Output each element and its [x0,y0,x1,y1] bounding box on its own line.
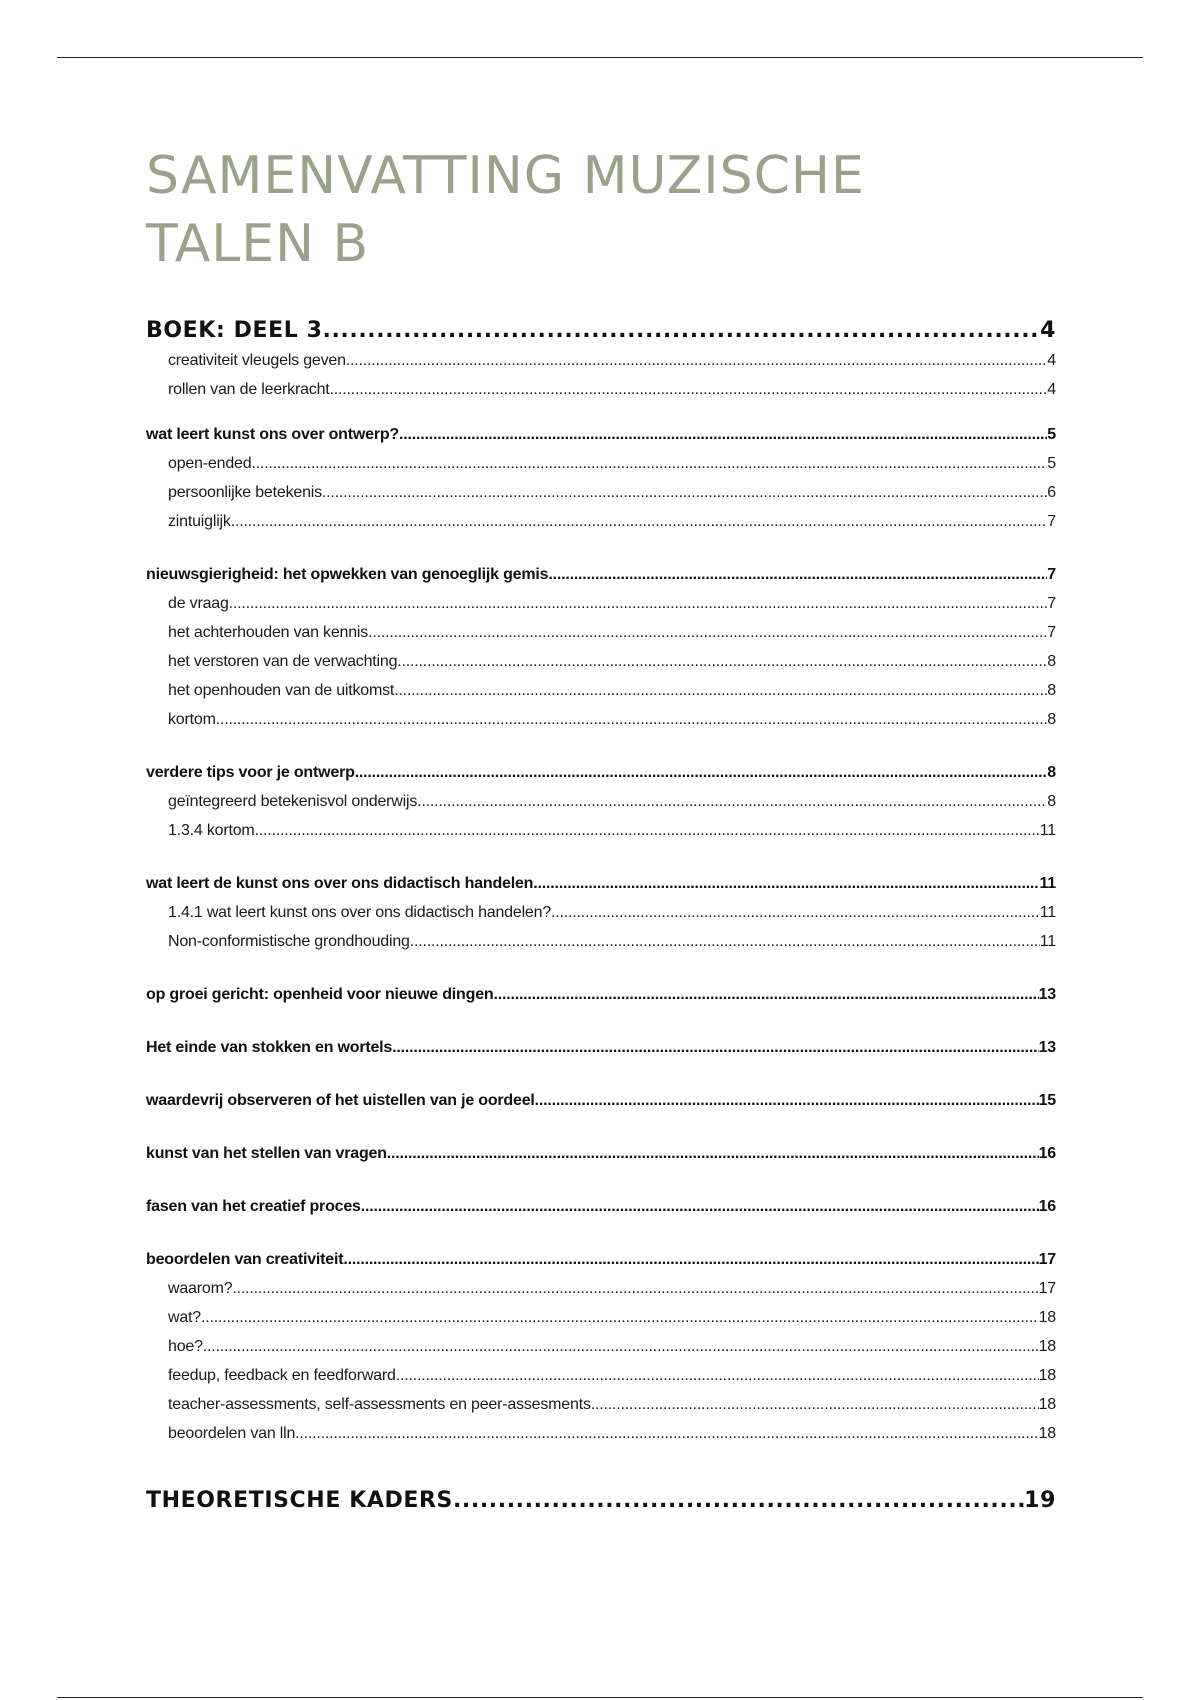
toc-entry[interactable] [146,822,1056,851]
toc-entry[interactable] [146,513,1056,542]
toc-entry-label: wat leert kunst ons over ontwerp? [146,426,400,443]
toc-leader-dots [533,875,1039,893]
toc-leader-dots [343,1251,1038,1269]
toc-entry[interactable] [146,875,1056,904]
toc-entry-label: 1.3.4 kortom [168,822,255,839]
toc-entry[interactable] [146,318,1056,352]
toc-entry[interactable] [146,1280,1056,1309]
toc-entry[interactable] [146,764,1056,793]
footer-rule [57,1697,1143,1698]
toc-entry[interactable] [146,793,1056,822]
toc-page-number: 8 [1047,764,1056,781]
toc-entry[interactable] [146,1396,1056,1425]
toc-entry[interactable] [146,1039,1056,1068]
toc-entry[interactable] [146,426,1056,455]
toc-leader-dots [417,793,1047,811]
toc-entry[interactable] [146,711,1056,740]
toc-page-number: 4 [1047,352,1056,369]
toc-entry-label: wat? [168,1309,201,1326]
toc-page-number: 18 [1038,1367,1056,1384]
toc-entry-label: beoordelen van lln [168,1425,296,1442]
toc-entry[interactable] [146,1338,1056,1367]
table-of-contents [146,318,1056,1522]
toc-leader-dots [330,381,1048,399]
toc-page-number: 18 [1038,1309,1056,1326]
toc-leader-dots [535,1092,1039,1110]
toc-entry[interactable] [146,904,1056,933]
toc-page-number: 7 [1047,566,1056,583]
toc-entry[interactable] [146,1425,1056,1454]
toc-page-number: 18 [1038,1396,1056,1413]
toc-page-number: 15 [1038,1092,1056,1109]
title-line: TALEN B [146,214,370,274]
toc-leader-dots [201,1309,1039,1327]
toc-leader-dots [216,711,1048,729]
toc-page-number: 8 [1047,653,1056,670]
toc-entry-label: Het einde van stokken en wortels [146,1039,393,1056]
toc-leader-dots [394,682,1047,700]
toc-leader-dots [551,904,1040,922]
toc-leader-dots [392,1039,1038,1057]
toc-page-number: 8 [1047,793,1056,810]
toc-page-number: 16 [1038,1145,1056,1162]
toc-page-number: 5 [1047,455,1056,472]
toc-entry-label: creativiteit vleugels geven [168,352,346,369]
toc-leader-dots [548,566,1047,584]
toc-entry-label: waardevrij observeren of het uistellen van je oordeel [146,1092,535,1109]
toc-entry[interactable] [146,455,1056,484]
toc-entry-label: Non-conformistische grondhouding [168,933,410,950]
toc-page-number: 13 [1038,986,1056,1003]
toc-leader-dots [229,595,1048,613]
toc-entry-label: het achterhouden van kennis [168,624,369,641]
toc-leader-dots [396,1367,1039,1385]
toc-entry[interactable] [146,1309,1056,1338]
toc-entry[interactable] [146,682,1056,711]
toc-page-number: 11 [1039,933,1056,950]
toc-entry[interactable] [146,933,1056,962]
toc-entry[interactable] [146,1367,1056,1396]
toc-entry[interactable] [146,566,1056,595]
toc-leader-dots [346,352,1047,370]
document-title [146,142,865,278]
header-rule [57,57,1143,58]
toc-page-number: 5 [1047,426,1056,443]
toc-page-number: 4 [1047,381,1056,398]
toc-leader-dots [591,1396,1039,1414]
toc-entry[interactable] [146,484,1056,513]
toc-entry-label: op groei gericht: openheid voor nieuwe dingen [146,986,494,1003]
title-line: SAMENVATTING MUZISCHE [146,146,865,206]
toc-entry[interactable] [146,1198,1056,1227]
toc-leader-dots [368,624,1047,642]
toc-page-number: 7 [1047,595,1056,612]
toc-entry-label: beoordelen van creativiteit [146,1251,344,1268]
toc-page-number: 17 [1038,1251,1056,1268]
toc-page-number: 17 [1038,1280,1056,1297]
toc-entry[interactable] [146,986,1056,1015]
toc-leader-dots [251,455,1047,473]
toc-entry[interactable] [146,1145,1056,1174]
toc-entry[interactable] [146,381,1056,410]
toc-entry[interactable] [146,653,1056,682]
toc-entry-label: het verstoren van de verwachting [168,653,398,670]
toc-entry-label: rollen van de leerkracht [168,381,330,398]
toc-entry-label: THEORETISCHE KADERS [146,1488,453,1513]
toc-leader-dots [203,1338,1039,1356]
toc-leader-dots [397,653,1047,671]
toc-entry-label: waarom? [168,1280,233,1297]
toc-entry[interactable] [146,352,1056,381]
toc-page-number: 7 [1047,513,1056,530]
toc-entry[interactable] [146,624,1056,653]
toc-page-number: 18 [1038,1338,1056,1355]
toc-page-number: 18 [1038,1425,1056,1442]
toc-entry-label: kunst van het stellen van vragen [146,1145,387,1162]
toc-leader-dots [231,513,1048,531]
toc-page-number: 16 [1038,1198,1056,1215]
toc-leader-dots [399,426,1047,444]
toc-entry-label: de vraag [168,595,229,612]
toc-entry-label: BOEK: DEEL 3 [146,318,323,343]
toc-leader-dots [323,318,1041,343]
toc-page-number: 8 [1047,711,1056,728]
toc-entry[interactable] [146,595,1056,624]
toc-page-number: 19 [1024,1488,1056,1513]
toc-leader-dots [255,822,1040,840]
toc-entry-label: het openhouden van de uitkomst [168,682,395,699]
toc-leader-dots [493,986,1038,1004]
toc-entry-label: hoe? [168,1338,203,1355]
toc-entry[interactable] [146,1092,1056,1121]
toc-entry-label: nieuwsgierigheid: het opwekken van genoeglijk gemis [146,566,549,583]
toc-entry-label: 1.4.1 wat leert kunst ons over ons didactisch handelen? [168,904,552,921]
toc-entry-label: wat leert de kunst ons over ons didactisch handelen [146,875,534,892]
toc-leader-dots [361,1198,1039,1216]
toc-entry-label: kortom [168,711,216,728]
toc-leader-dots [410,933,1040,951]
toc-page-number: 8 [1047,682,1056,699]
toc-entry-label: geïntegreerd betekenisvol onderwijs [168,793,418,810]
toc-entry-label: feedup, feedback en feedforward [168,1367,396,1384]
toc-page-number: 4 [1040,318,1056,343]
toc-leader-dots [387,1145,1039,1163]
toc-entry[interactable] [146,1251,1056,1280]
toc-leader-dots [232,1280,1038,1298]
toc-page-number: 11 [1039,904,1056,921]
toc-page-number: 11 [1039,875,1056,892]
toc-leader-dots [355,764,1048,782]
toc-leader-dots [453,1488,1024,1513]
toc-page-number: 7 [1047,624,1056,641]
toc-page-number: 11 [1039,822,1056,839]
toc-entry-label: zintuiglijk [168,513,231,530]
toc-entry[interactable] [146,1488,1056,1522]
toc-entry-label: teacher-assessments, self-assessments en peer-assesments [168,1396,591,1413]
toc-entry-label: open-ended [168,455,252,472]
toc-page-number: 13 [1038,1039,1056,1056]
toc-entry-label: fasen van het creatief proces [146,1198,361,1215]
toc-leader-dots [322,484,1047,502]
toc-entry-label: persoonlijke betekenis [168,484,322,501]
toc-page-number: 6 [1047,484,1056,501]
toc-entry-label: verdere tips voor je ontwerp [146,764,355,781]
toc-leader-dots [295,1425,1038,1443]
